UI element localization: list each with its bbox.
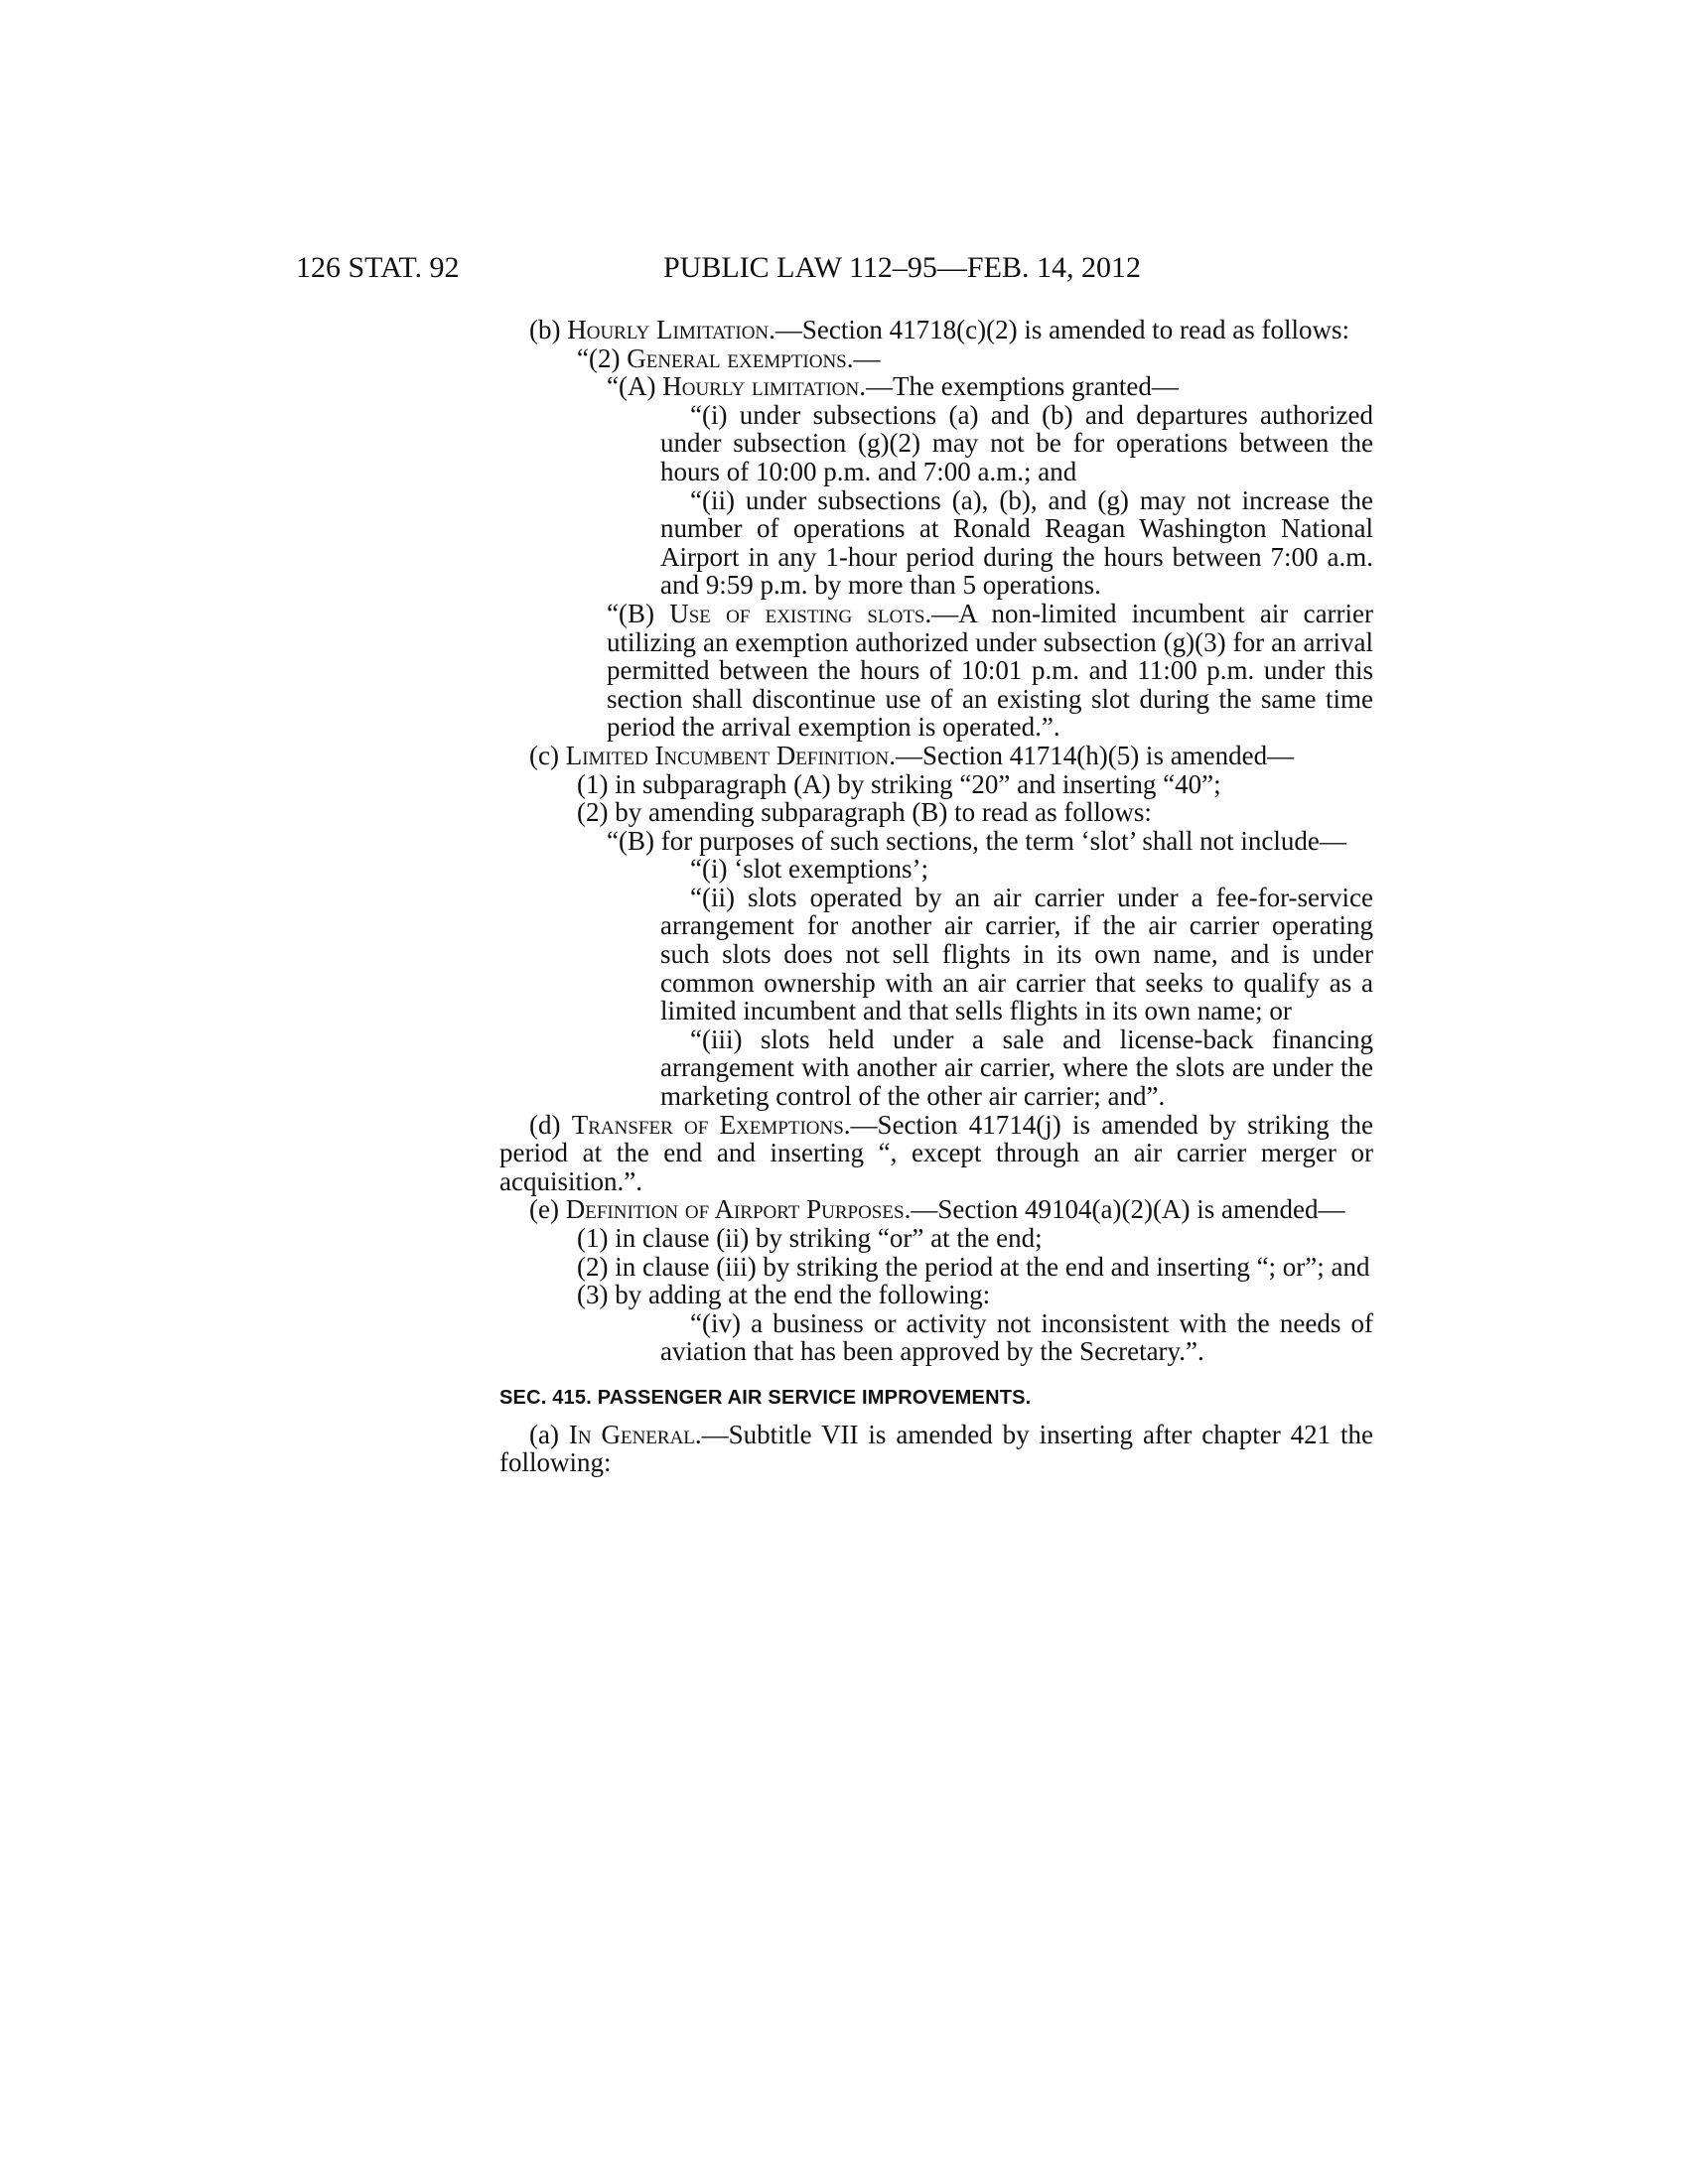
section-415-heading: SEC. 415. PASSENGER AIR SERVICE IMPROVEMENTS.: [499, 1386, 1032, 1409]
clause-iv: “(iv) a business or activity not inconsistent with the needs of aviation that has been approved by the Secretary.”.: [660, 1307, 1373, 1367]
subsection-e-item-1: (1) in clause (ii) by striking “or” at the end;: [577, 1223, 1043, 1253]
subsection-a-title: In General: [568, 1419, 695, 1449]
page-header: [296, 248, 1373, 288]
subsection-d-title: Transfer of Exemptions: [571, 1109, 844, 1140]
slot-clause-iii: “(iii) slots held under a sale and license-back financing arrangement with another air carrier, where the slots are under the marketing control of the other air carrier; and”.: [660, 1024, 1373, 1112]
subsection-e-item-2: (2) in clause (iii) by striking the period at the end and inserting “; or”; and: [577, 1251, 1370, 1282]
clause-i-hourly: “(i) under subsections (a) and (b) and departures authorized under subsection (g)(2) may not be for operations between the hours of 10:00 p.m. and 7:00 a.m.; and: [660, 399, 1373, 486]
subsection-e: (e) Definition of Airport Purposes.—Section 49104(a)(2)(A) is amended—: [529, 1194, 1345, 1225]
subsection-e-item-3: (3) by adding at the end the following:: [577, 1280, 991, 1310]
clause-ii-hourly: “(ii) under subsections (a), (b), and (g) may not increase the number of operations at Ronald Reagan Washington National Airport in any 1-hour period during the hours between 7:00 a.m. and 9:59 p.m. by more than 5 operations.: [660, 484, 1373, 601]
statute-page-number: 126 STAT. 92: [296, 251, 460, 284]
slot-clause-i: “(i) ‘slot exemptions’;: [690, 854, 928, 885]
subsection-c-subparagraph-B: “(B) for purposes of such sections, the term ‘slot’ shall not include—: [607, 825, 1346, 856]
subsection-e-title: Definition of Airport Purposes: [565, 1194, 905, 1225]
subsection-b-title: Hourly Limitation: [567, 315, 770, 344]
subparagraph-B-existing-slots: “(B) Use of existing slots.—A non-limited incumbent air carrier utilizing an exemption authorized under subsection (g)(3) for an arrival permitted between the hours of 10:01 p.m. and 11:00 p.m. under this section shall discontinue use of an existing slot during the same time period the arrival exemption is operated.”.: [607, 598, 1374, 743]
public-law-title: PUBLIC LAW 112–95—FEB. 14, 2012: [663, 251, 1141, 284]
subsection-c-item-2: (2) by amending subparagraph (B) to read as follows:: [577, 797, 1152, 828]
subsection-d: (d) Transfer of Exemptions.—Section 41714(j) is amended by striking the period at the end and inserting “, except through an air carrier merger or acquisition.”.: [499, 1109, 1373, 1196]
document-body: [499, 316, 1373, 1477]
subsection-c-item-1: (1) in subparagraph (A) by striking “20” and inserting “40”;: [577, 768, 1221, 799]
subsection-c-title: Limited Incumbent Definition: [565, 740, 890, 770]
subparagraph-A-hourly-limitation: “(A) Hourly limitation.—The exemptions granted—: [607, 371, 1179, 402]
paragraph-2-general-exemptions: “(2) General exemptions.—: [577, 342, 881, 373]
slot-clause-ii: “(ii) slots operated by an air carrier under a fee-for-service arrangement for another air carrier, if the air carrier operating such slots does not sell flights in its own name, and is under common ownership with an air carrier that seeks to qualify as a limited incumbent and that sells flights in its own name; or: [660, 882, 1373, 1026]
subsection-b: (b) Hourly Limitation.—Section 41718(c)(2) is amended to read as follows:: [529, 315, 1349, 344]
subsection-c: (c) Limited Incumbent Definition.—Section 41714(h)(5) is amended—: [529, 740, 1295, 770]
section-415-subsection-a: (a) In General.—Subtitle VII is amended by inserting after chapter 421 the following:: [499, 1419, 1373, 1478]
